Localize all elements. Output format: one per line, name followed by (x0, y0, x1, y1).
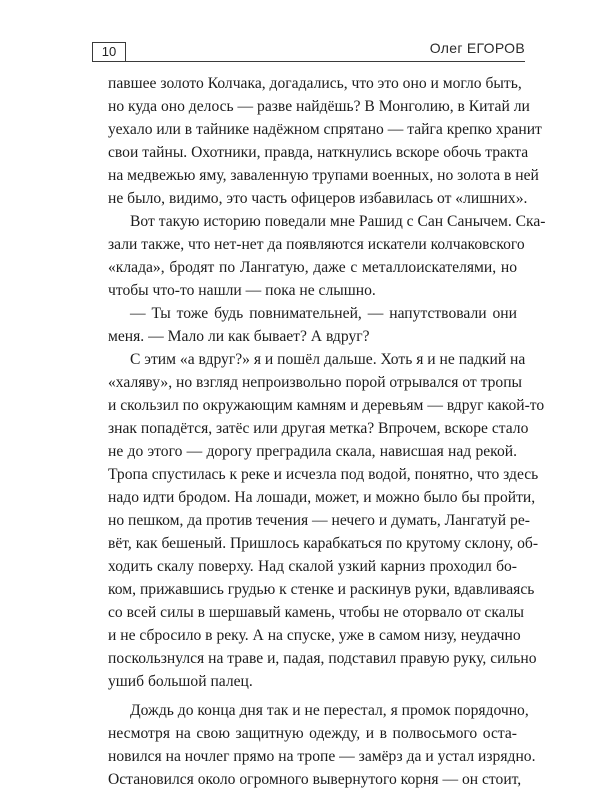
text-line: ходить скалу поверху. Над скалой узкий карниз проходил бо- (108, 558, 517, 575)
text-line: надо идти бродом. На лошади, может, и можно было бы пройти, (108, 489, 536, 506)
text-line: чтобы что-то нашли — пока не слышно. (108, 282, 376, 299)
text-line: уехало или в тайнике надёжном спрятано — тайга крепко хранит (108, 121, 542, 138)
header-rule (126, 61, 525, 62)
text-line: меня. — Мало ли как бывает? А вдруг? (108, 328, 370, 345)
text-line: С этим «а вдруг?» я и пошёл дальше. Хоть я и не падкий на (130, 351, 526, 368)
text-line: но пешком, да против течения — нечего и думать, Лангатуй ре- (108, 512, 530, 529)
text-line: знак попадётся, затёс или другая метка? Впрочем, вскоре стало (108, 420, 529, 437)
text-line: ком, прижавшись грудью к стенке и раскинув руки, вдавливаясь (108, 581, 535, 598)
text-line: и не сбросило в реку. А на спуске, уже в самом низу, неудачно (108, 627, 521, 644)
text-line: новился на ночлег прямо на тропе — замёрз да и устал изрядно. (108, 748, 536, 765)
text-line: «клада», бродят по Лангатую, даже с металлоискателями, но (108, 259, 517, 276)
text-line: «халяву», но взгляд непроизвольно порой отрывался от тропы (108, 374, 523, 391)
page-body (108, 72, 546, 791)
text-line: но куда оно делось — разве найдёшь? В Монголию, в Китай ли (108, 98, 530, 115)
running-head: Олег ЕГОРОВ (429, 40, 525, 56)
text-line: павшее золото Колчака, догадались, что это оно и могло быть, (108, 75, 522, 92)
text-line: поскользнулся на траве и, падая, подставил правую руку, сильно (108, 650, 537, 667)
text-line: не было, видимо, это часть офицеров избавилась от «лишних». (108, 190, 528, 207)
text-line: несмотря на свою защитную одежду, и в полвосьмого оста- (108, 725, 517, 742)
text-line: Вот такую историю поведали мне Рашид с Сан Санычем. Ска- (130, 213, 546, 230)
text-line: Остановился около огромного вывернутого корня — он стоит, (108, 771, 522, 788)
text-line: Дождь до конца дня так и не перестал, я промок порядочно, (130, 702, 529, 719)
text-line: и скользил по окружающим камням и деревьям — вдруг какой-то (108, 397, 545, 414)
text-line: на медвежью яму, заваленную трупами военных, но золота в ней (108, 167, 539, 184)
text-line: со всей силы в шершавый камень, чтобы не оторвало от скалы (108, 604, 524, 621)
text-line: — Ты тоже будь повнимательней, — напутствовали они (130, 305, 517, 322)
page-number: 10 (92, 42, 126, 62)
text-line: зали также, что нет-нет да появляются искатели колчаковского (108, 236, 525, 253)
text-line: свои тайны. Охотники, правда, наткнулись вскоре обочь тракта (108, 144, 529, 161)
text-line: вёт, как бешеный. Пришлось карабкаться по крутому склону, об- (108, 535, 539, 552)
text-line: ушиб большой палец. (108, 673, 253, 690)
text-line: Тропа спустилась к реке и исчезла под водой, понятно, что здесь (108, 466, 539, 483)
page-header (92, 36, 525, 62)
text-line: не до этого — дорогу преградила скала, нависшая над рекой. (108, 443, 517, 460)
